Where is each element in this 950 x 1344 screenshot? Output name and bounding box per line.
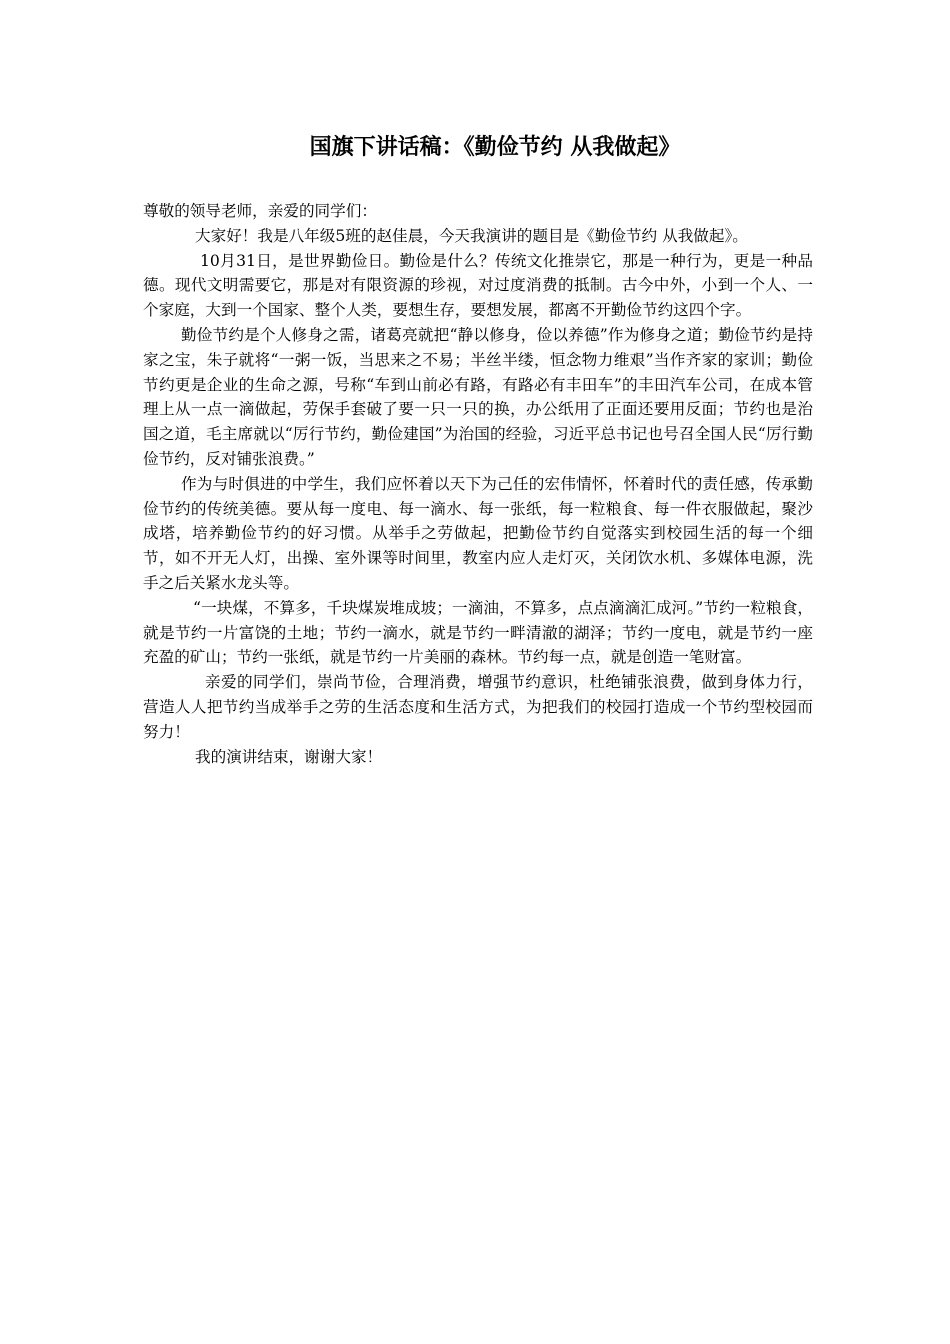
saving-quote-paragraph: “一块煤，不算多，千块煤炭堆成坡；一滴油，不算多，点点滴滴汇成河。”节约一粒粮食，就是节约一片富饶的土地；节约一滴水，就是节约一畔清澈的湖泽；节约一度电，就是节约一座充盈的矿山；节约一张纸，就是节约一片美丽的森林。节约每一点，就是创造一笔财富。 <box>143 598 813 667</box>
thrift-day-paragraph: 10月31日，是世界勤俭日。勤俭是什么？传统文化推崇它，那是一种行为，更是一种品德。现代文明需要它，那是对有限资源的珍视，对过度消费的抵制。古今中外，小到一个人、一个家庭，大到一个国家、整个人类，要想生存，要想发展，都离不开勤俭节约这四个字。 <box>143 251 813 320</box>
closing-paragraph: 我的演讲结束，谢谢大家！ <box>195 747 383 766</box>
appeal-paragraph: 亲爱的同学们，崇尚节俭，合理消费，增强节约意识，杜绝铺张浪费，做到身体力行，营造人人把节约当成举手之劳的生活态度和生活方式，为把我们的校园打造成一个节约型校园而努力！ <box>143 673 813 741</box>
greeting-paragraph: 大家好！我是八年级5班的赵佳晨，今天我演讲的题目是《勤俭节约 从我做起》。 <box>195 226 748 245</box>
student-duty-paragraph: 作为与时俱进的中学生，我们应怀着以天下为己任的宏伟情怀，怀着时代的责任感，传承勤俭节约的传统美德。要从每一度电、每一滴水、每一张纸，每一粒粮食、每一件衣服做起，聚沙成塔，培养勤俭节约的好习惯。从举手之劳做起，把勤俭节约自觉落实到校园生活的每一个细节，如不开无人灯，出操、室外课等时间里，教室内应人走灯灭，关闭饮水机、多媒体电源，洗手之后关紧水龙头等。 <box>143 474 813 592</box>
document-title: 国旗下讲话稿：《勤俭节约 从我做起》 <box>309 135 681 160</box>
thrift-examples-paragraph: 勤俭节约是个人修身之需，诸葛亮就把“静以修身，俭以养德”作为修身之道；勤俭节约是持家之宝，朱子就将“一粥一饭，当思来之不易；半丝半缕，恒念物力维艰”当作齐家的家训；勤俭节约更是企业的生命之源，号称“车到山前必有路，有路必有丰田车”的丰田汽车公司，在成本管理上从一点一滴做起，劳保手套破了要一只一只的换，办公纸用了正面还要用反面；节约也是治国之道，毛主席就以“厉行节约，勤俭建国”为治国的经验，习近平总书记也号召全国人民“厉行勤俭节约，反对铺张浪费。” <box>143 325 813 468</box>
salutation-paragraph: 尊敬的领导老师，亲爱的同学们： <box>143 202 377 220</box>
speech-body <box>143 199 813 769</box>
